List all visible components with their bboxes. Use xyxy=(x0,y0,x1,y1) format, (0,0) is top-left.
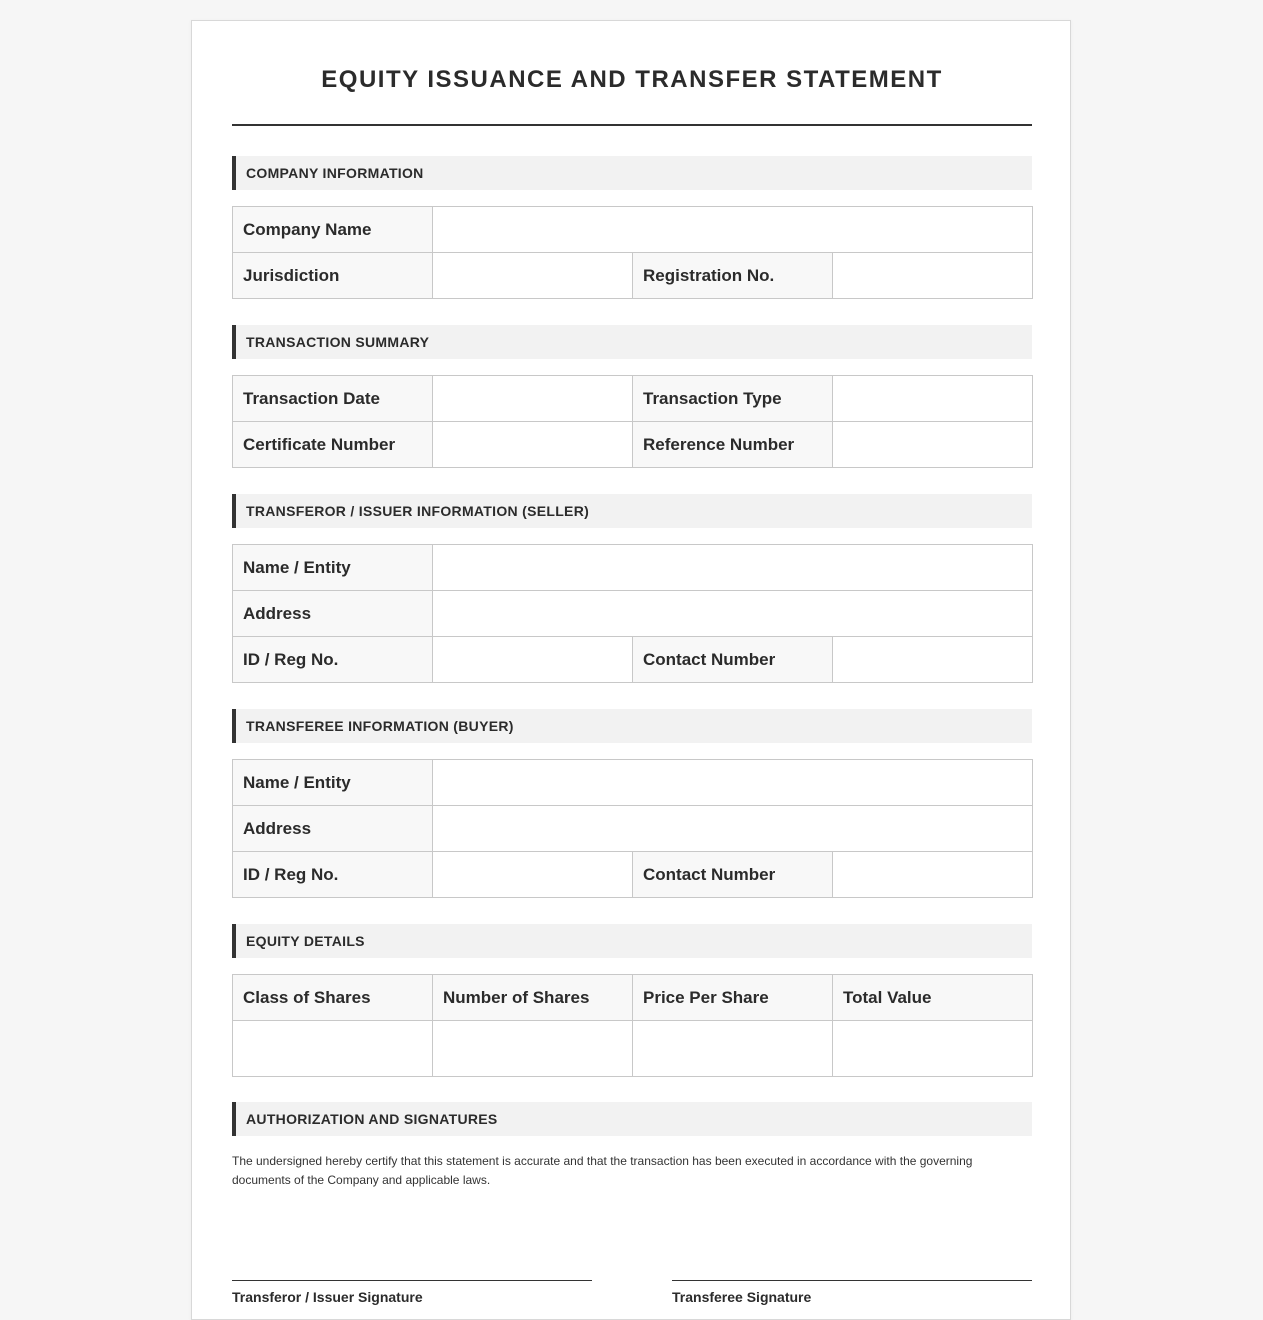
transferor-contact-label: Contact Number xyxy=(633,637,833,683)
transferee-id-label: ID / Reg No. xyxy=(233,852,433,898)
transferee-address-field[interactable] xyxy=(433,806,1033,852)
document-page xyxy=(191,20,1071,1320)
price-per-share-header: Price Per Share xyxy=(633,975,833,1021)
class-of-shares-field[interactable] xyxy=(233,1021,433,1077)
section-header-transferee: TRANSFEREE INFORMATION (BUYER) xyxy=(232,709,1032,743)
transferor-signature-line[interactable] xyxy=(232,1280,592,1305)
transferee-signature-label: Transferee Signature xyxy=(672,1289,812,1305)
document-body xyxy=(232,21,1032,1305)
document-title: EQUITY ISSUANCE AND TRANSFER STATEMENT xyxy=(321,66,943,93)
jurisdiction-field[interactable] xyxy=(433,253,633,299)
number-of-shares-field[interactable] xyxy=(433,1021,633,1077)
transferee-section xyxy=(232,709,1032,898)
certificate-number-label: Certificate Number xyxy=(233,422,433,468)
registration-label: Registration No. xyxy=(633,253,833,299)
transferor-address-label: Address xyxy=(233,591,433,637)
section-header-equity: EQUITY DETAILS xyxy=(232,924,1032,958)
transferee-contact-label: Contact Number xyxy=(633,852,833,898)
total-value-header: Total Value xyxy=(833,975,1033,1021)
transferee-id-field[interactable] xyxy=(433,852,633,898)
reference-number-field[interactable] xyxy=(833,422,1033,468)
authorization-section xyxy=(232,1102,1032,1190)
section-header-company: COMPANY INFORMATION xyxy=(232,156,1032,190)
transaction-type-field[interactable] xyxy=(833,376,1033,422)
transaction-date-field[interactable] xyxy=(433,376,633,422)
jurisdiction-label: Jurisdiction xyxy=(233,253,433,299)
certificate-number-field[interactable] xyxy=(433,422,633,468)
transferor-table xyxy=(232,544,1033,683)
transferor-name-label: Name / Entity xyxy=(233,545,433,591)
transferor-contact-field[interactable] xyxy=(833,637,1033,683)
transferee-signature-line[interactable] xyxy=(672,1280,1032,1305)
transferor-section xyxy=(232,494,1032,683)
transferee-address-label: Address xyxy=(233,806,433,852)
registration-field[interactable] xyxy=(833,253,1033,299)
company-name-label: Company Name xyxy=(233,207,433,253)
transaction-summary-table xyxy=(232,375,1033,468)
company-information-table xyxy=(232,206,1033,299)
total-value-field[interactable] xyxy=(833,1021,1033,1077)
transferee-contact-field[interactable] xyxy=(833,852,1033,898)
transferee-table xyxy=(232,759,1033,898)
transferor-name-field[interactable] xyxy=(433,545,1033,591)
transferor-signature-label: Transferor / Issuer Signature xyxy=(232,1289,423,1305)
company-information-section xyxy=(232,156,1032,299)
transferor-id-field[interactable] xyxy=(433,637,633,683)
reference-number-label: Reference Number xyxy=(633,422,833,468)
price-per-share-field[interactable] xyxy=(633,1021,833,1077)
transferee-name-label: Name / Entity xyxy=(233,760,433,806)
title-divider xyxy=(232,124,1032,126)
section-header-transferor: TRANSFEROR / ISSUER INFORMATION (SELLER) xyxy=(232,494,1032,528)
transferor-address-field[interactable] xyxy=(433,591,1033,637)
number-of-shares-header: Number of Shares xyxy=(433,975,633,1021)
equity-details-table xyxy=(232,974,1033,1077)
transaction-date-label: Transaction Date xyxy=(233,376,433,422)
transaction-type-label: Transaction Type xyxy=(633,376,833,422)
transferee-name-field[interactable] xyxy=(433,760,1033,806)
company-name-field[interactable] xyxy=(433,207,1033,253)
class-of-shares-header: Class of Shares xyxy=(233,975,433,1021)
equity-details-section xyxy=(232,924,1032,1077)
section-header-transaction: TRANSACTION SUMMARY xyxy=(232,325,1032,359)
transaction-summary-section xyxy=(232,325,1032,468)
section-header-authorization: AUTHORIZATION AND SIGNATURES xyxy=(232,1102,1032,1136)
transferor-id-label: ID / Reg No. xyxy=(233,637,433,683)
certification-statement: The undersigned hereby certify that this statement is accurate and that the transaction has been executed in accordance with the governing documents of the Company and applicable laws. xyxy=(232,1154,973,1187)
